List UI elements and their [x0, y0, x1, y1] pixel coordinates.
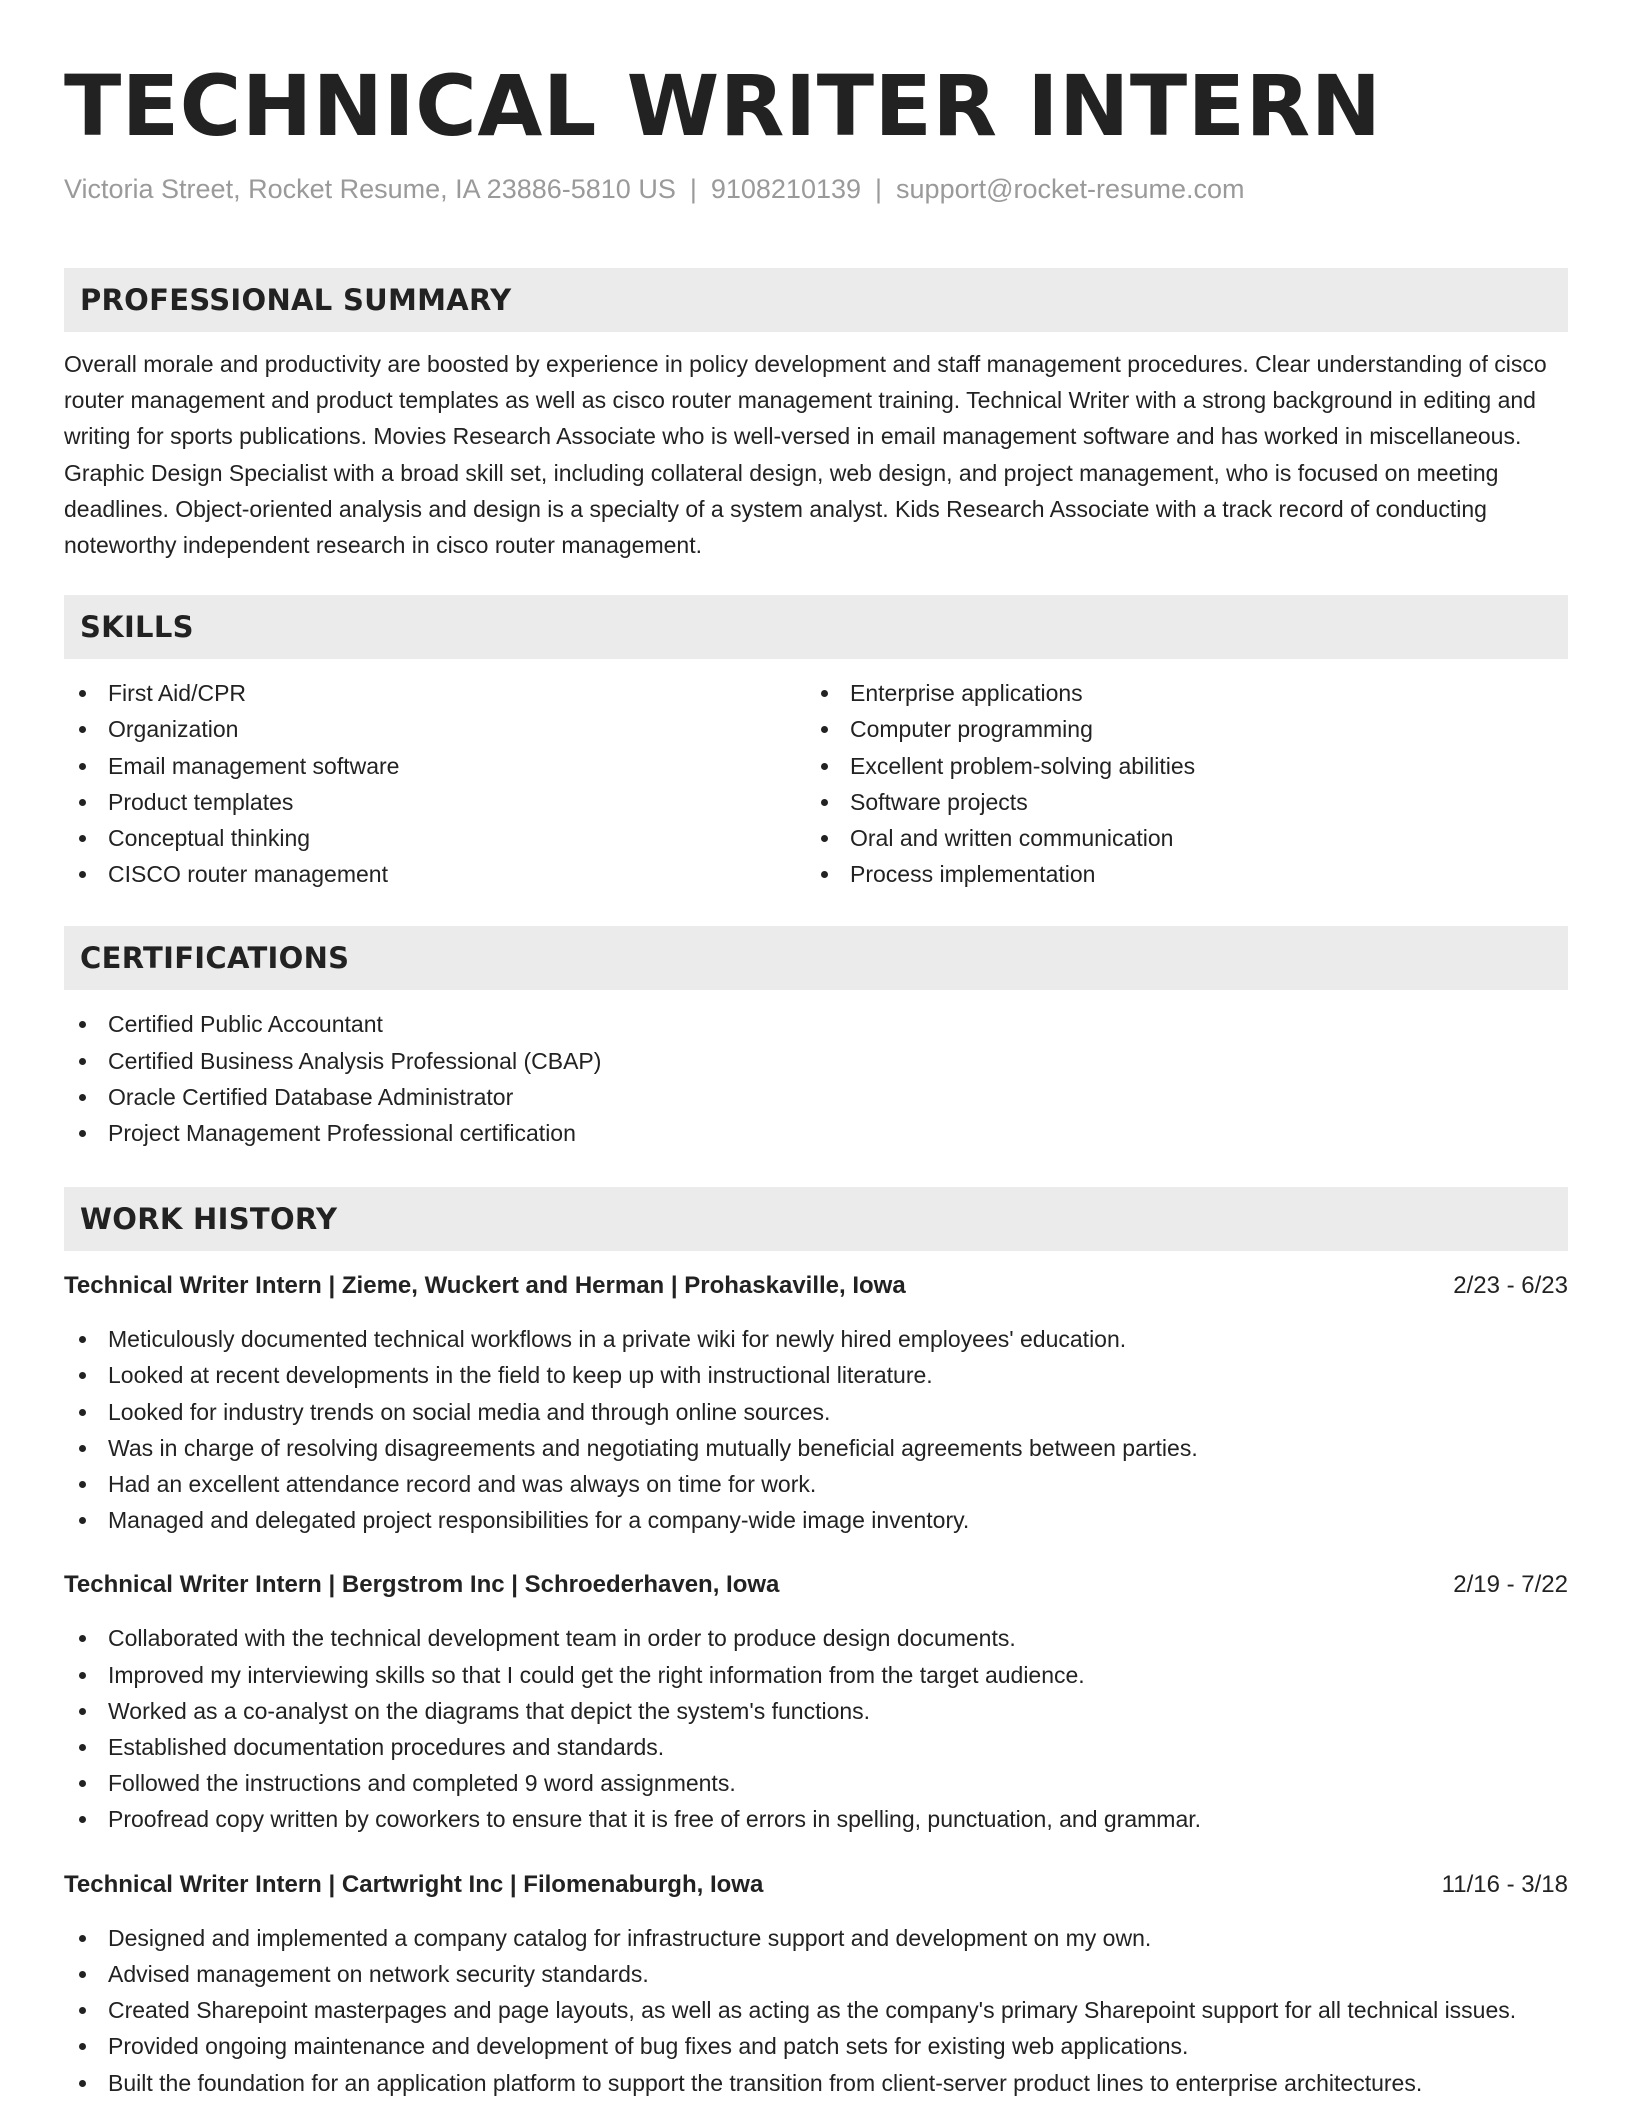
job-bullet: Created Sharepoint masterpages and page layouts, as well as acting as the company's primary Sharepoint support for all technical issues. — [64, 1992, 1568, 2028]
certifications-list — [64, 1006, 1568, 1151]
job-bullet: Proofread copy written by coworkers to ensure that it is free of errors in spelling, punctuation, and grammar. — [64, 1801, 1568, 1837]
contact-separator: | — [875, 174, 883, 204]
contact-line — [64, 172, 1568, 206]
job-bullet: Designed and implemented a company catalog for infrastructure support and development on my own. — [64, 1920, 1568, 1956]
skill-item: Product templates — [64, 784, 806, 820]
skill-item: Organization — [64, 711, 806, 747]
skill-item: Conceptual thinking — [64, 820, 806, 856]
skill-item: Enterprise applications — [806, 675, 1548, 711]
job-bullet: Improved my interviewing skills so that I could get the right information from the target audience. — [64, 1657, 1568, 1693]
job-bullet: Advised management on network security standards. — [64, 1956, 1568, 1992]
skill-item: Computer programming — [806, 711, 1548, 747]
section-heading-skills: SKILLS — [64, 595, 1568, 659]
job-title: Technical Writer Intern | Cartwright Inc | Filomenaburgh, Iowa — [64, 1870, 764, 1898]
skill-item: CISCO router management — [64, 856, 806, 892]
contact-email: support@rocket-resume.com — [896, 174, 1245, 204]
job-bullets — [64, 1920, 1568, 2101]
job-bullet: Was in charge of resolving disagreements and negotiating mutually beneficial agreements between parties. — [64, 1430, 1568, 1466]
job-bullet: Worked as a co-analyst on the diagrams that depict the system's functions. — [64, 1693, 1568, 1729]
skills-list-left — [64, 675, 806, 892]
job-bullets — [64, 1620, 1568, 1837]
job-header — [64, 1269, 1568, 1303]
certification-item: Project Management Professional certification — [64, 1115, 1568, 1151]
job-entry — [64, 1568, 1568, 1837]
job-entry — [64, 1868, 1568, 2101]
contact-address: Victoria Street, Rocket Resume, IA 23886-5810 US — [64, 174, 676, 204]
section-heading-work-history: WORK HISTORY — [64, 1187, 1568, 1251]
job-title: Technical Writer Intern | Zieme, Wuckert and Herman | Prohaskaville, Iowa — [64, 1272, 906, 1300]
skill-item: First Aid/CPR — [64, 675, 806, 711]
job-title: Technical Writer Intern | Bergstrom Inc | Schroederhaven, Iowa — [64, 1571, 780, 1599]
job-bullet: Built the foundation for an application platform to support the transition from client-server product lines to enterprise architectures. — [64, 2065, 1568, 2101]
job-header — [64, 1868, 1568, 1902]
job-bullet: Had an excellent attendance record and was always on time for work. — [64, 1466, 1568, 1502]
job-bullet: Provided ongoing maintenance and development of bug fixes and patch sets for existing web applications. — [64, 2028, 1568, 2064]
contact-separator: | — [689, 174, 697, 204]
skill-item: Oral and written communication — [806, 820, 1548, 856]
job-bullet: Followed the instructions and completed 9 word assignments. — [64, 1765, 1568, 1801]
skill-item: Process implementation — [806, 856, 1548, 892]
skill-item: Email management software — [64, 748, 806, 784]
job-bullet: Established documentation procedures and standards. — [64, 1729, 1568, 1765]
job-entry — [64, 1269, 1568, 1538]
job-header — [64, 1568, 1568, 1602]
skill-item: Software projects — [806, 784, 1548, 820]
skills-columns — [64, 675, 1568, 892]
skill-item: Excellent problem-solving abilities — [806, 748, 1548, 784]
contact-phone: 9108210139 — [710, 174, 862, 204]
section-heading-certifications: CERTIFICATIONS — [64, 926, 1568, 990]
skills-list-right — [806, 675, 1548, 892]
job-dates: 2/23 - 6/23 — [1453, 1272, 1568, 1300]
section-heading-summary: PROFESSIONAL SUMMARY — [64, 268, 1568, 332]
job-bullet: Collaborated with the technical development team in order to produce design documents. — [64, 1620, 1568, 1656]
certification-item: Oracle Certified Database Administrator — [64, 1079, 1568, 1115]
summary-text: Overall morale and productivity are boosted by experience in policy development and staff management procedures. Clear understanding of cisco router management and product templates as well as cisco router management training. Technical Writer with a strong background in editing and writing for sports publications. Movies Research Associate who is well-versed in email management software and has worked in miscellaneous. Graphic Design Specialist with a broad skill set, including collateral design, web design, and project management, who is focused on meeting deadlines. Object-oriented analysis and design is a specialty of a system analyst. Kids Research Associate with a track record of conducting noteworthy independent research in cisco router management. — [64, 351, 1547, 559]
job-bullet: Looked at recent developments in the field to keep up with instructional literature. — [64, 1357, 1568, 1393]
resume-page — [64, 0, 1568, 2101]
certification-item: Certified Public Accountant — [64, 1006, 1568, 1042]
resume-name-title: TECHNICAL WRITER INTERN — [64, 57, 1382, 155]
job-dates: 2/19 - 7/22 — [1453, 1571, 1568, 1599]
certification-item: Certified Business Analysis Professional (CBAP) — [64, 1043, 1568, 1079]
job-bullets — [64, 1321, 1568, 1538]
job-bullet: Looked for industry trends on social media and through online sources. — [64, 1394, 1568, 1430]
job-bullet: Meticulously documented technical workflows in a private wiki for newly hired employees' education. — [64, 1321, 1568, 1357]
job-bullet: Managed and delegated project responsibilities for a company-wide image inventory. — [64, 1502, 1568, 1538]
job-dates: 11/16 - 3/18 — [1441, 1870, 1568, 1898]
